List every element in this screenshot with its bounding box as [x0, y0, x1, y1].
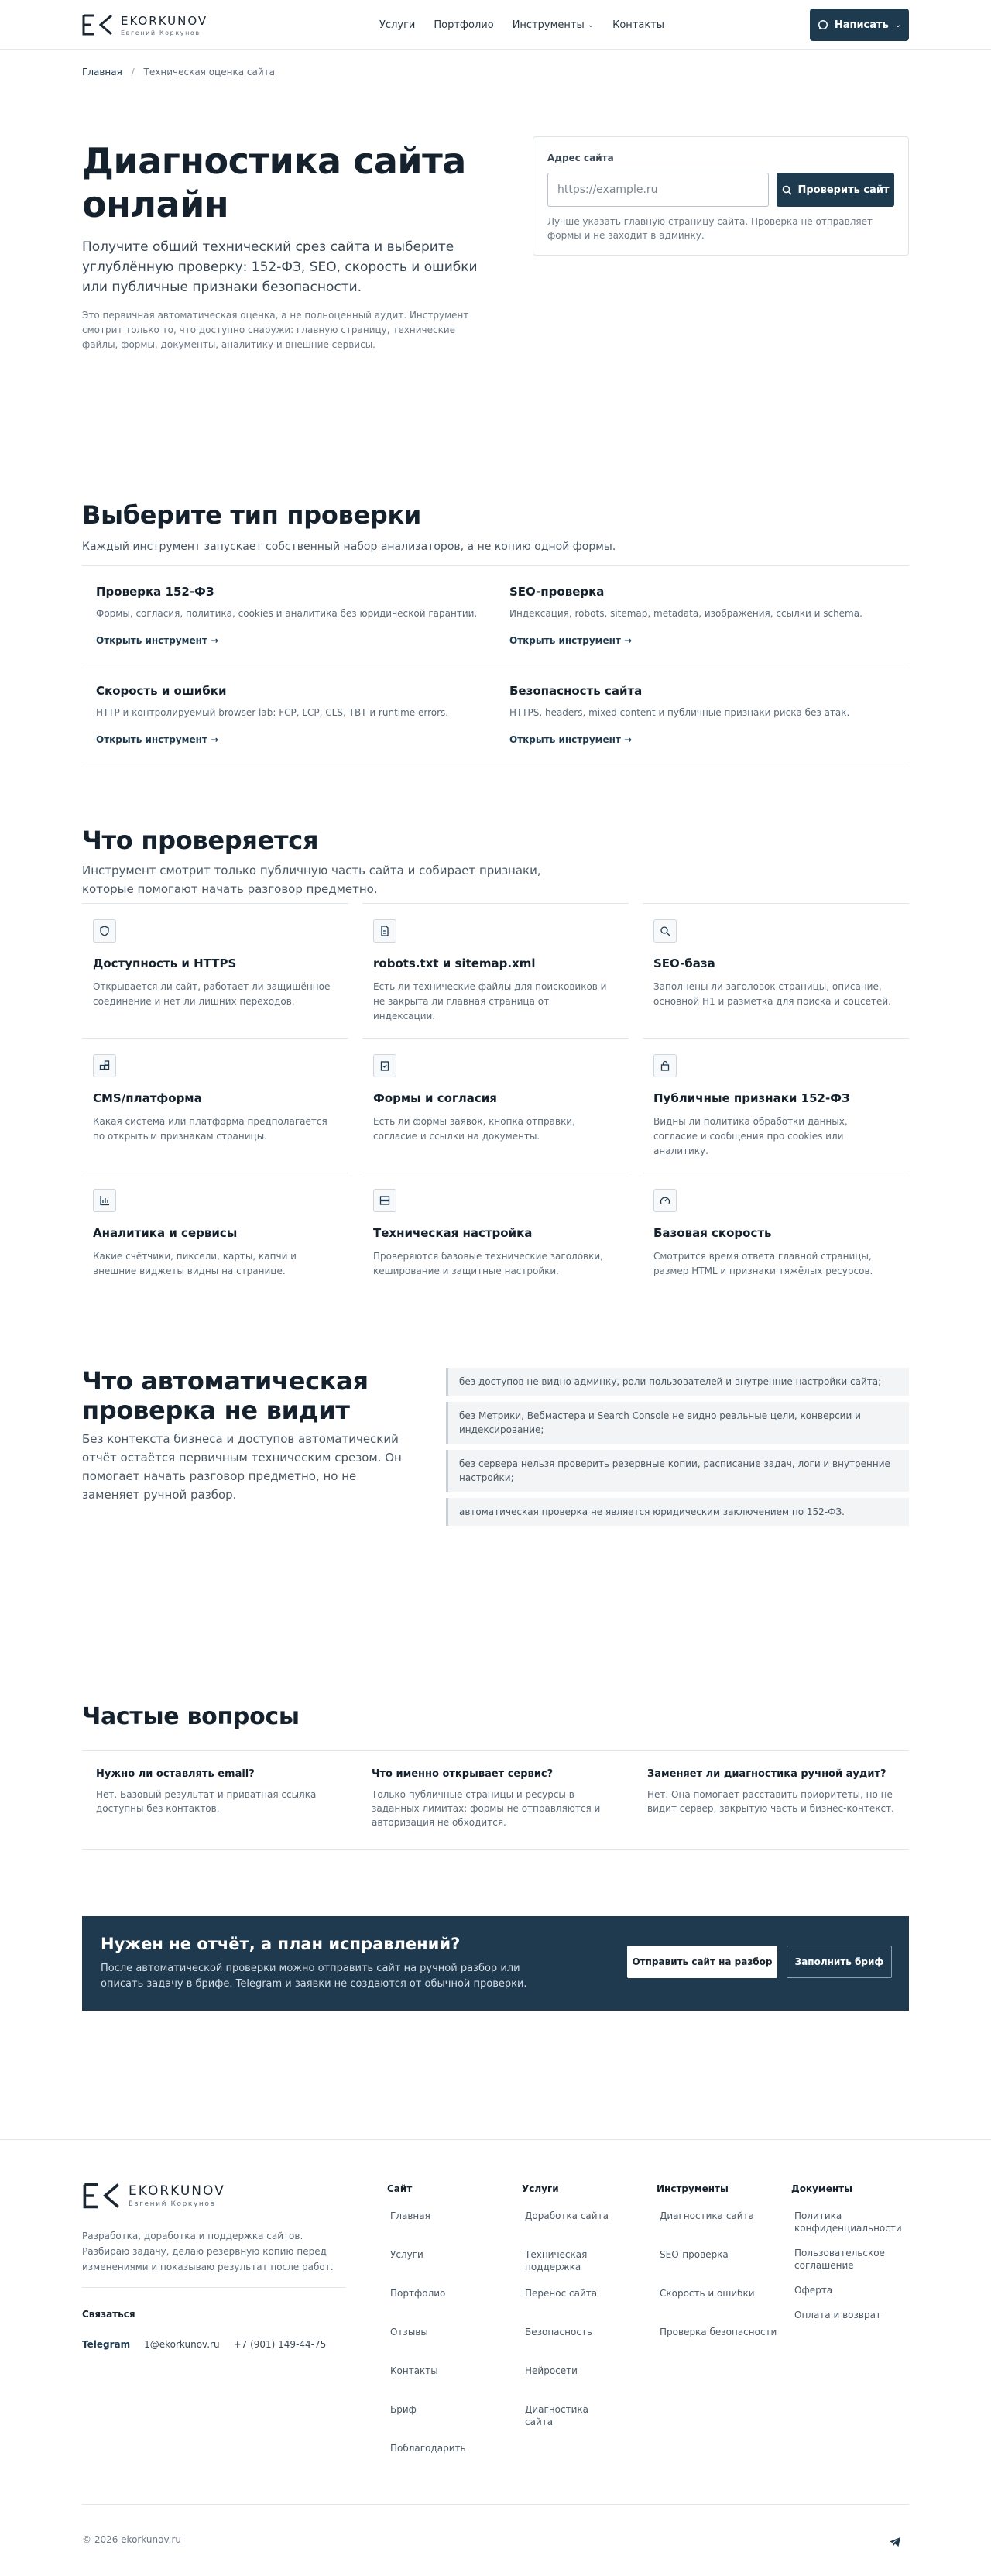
check-item-speed	[643, 1173, 909, 1307]
check-title: Доступность и HTTPS	[93, 957, 237, 970]
nav-tools-label: Инструменты	[512, 19, 585, 31]
faq-question: Заменяет ли диагностика ручной аудит?	[647, 1768, 886, 1780]
check-description: Заполнены ли заголовок страницы, описание, основной H1 и разметка для поиска и соцсетей.	[653, 981, 891, 1007]
footer-column-title: Документы	[791, 2183, 852, 2194]
check-item-tech	[362, 1173, 629, 1307]
search-icon	[782, 185, 792, 195]
contact-heading: Связаться	[82, 2309, 135, 2320]
tools-section	[82, 398, 909, 745]
site-header	[0, 0, 991, 50]
check-description: Есть ли формы заявок, кнопка отправки, согласие и ссылки на документы.	[373, 1116, 575, 1142]
limit-item: без доступов не видно админку, роли пользователей и внутренние настройки сайта;	[446, 1368, 909, 1396]
bar-chart-icon	[93, 1189, 116, 1212]
footer-column-site	[387, 2183, 503, 2481]
cta-title: Нужен не отчёт, а план исправлений?	[101, 1935, 461, 1953]
checks-section	[82, 692, 909, 1335]
footer-link[interactable]: Перенос сайта	[525, 2288, 598, 2299]
chevron-down-icon: ⌄	[587, 20, 595, 29]
check-title: robots.txt и sitemap.xml	[373, 957, 536, 970]
site-url-input[interactable]	[547, 173, 769, 207]
footer-column-tools	[657, 2183, 780, 2365]
checks-title: Что проверяется	[82, 826, 319, 855]
fill-brief-button[interactable]: Заполнить бриф	[787, 1946, 892, 1978]
check-item-robots	[362, 903, 629, 1038]
check-item-https	[82, 903, 348, 1038]
footer-link[interactable]: Проверка безопасности	[660, 2327, 777, 2337]
check-hint: Лучше указать главную страницу сайта. Проверка не отправляет формы и не заходит в админку.	[547, 216, 873, 241]
clipboard-check-icon	[373, 1054, 396, 1077]
breadcrumb-separator: /	[131, 67, 135, 77]
check-description: Видны ли политика обработки данных, согласие и сообщения про cookies или аналитику.	[653, 1116, 848, 1156]
check-item-152fz	[643, 1038, 909, 1173]
shield-icon	[93, 919, 116, 943]
faq-question: Нужно ли оставлять email?	[96, 1768, 255, 1780]
footer-column-services	[522, 2183, 615, 2454]
check-title: Базовая скорость	[653, 1226, 772, 1240]
faq-answer: Только публичные страницы и ресурсы в заданных лимитах; формы не отправляются и авторизация не обходится.	[372, 1789, 601, 1828]
breadcrumb-home[interactable]: Главная	[82, 67, 122, 77]
footer-link[interactable]: Техническая поддержка	[525, 2249, 588, 2272]
main-content	[82, 50, 909, 2094]
footer-description: Разработка, доработка и поддержка сайтов. Разбираю задачу, делаю резервную копию перед изменениями и показываю результат после работ.	[82, 2228, 345, 2288]
site-footer	[0, 2139, 991, 2576]
tool-card-152fz	[82, 566, 496, 665]
faq-answer: Нет. Она помогает расставить приоритеты, но не видит сервер, закрытую часть и бизнес-контекст.	[647, 1789, 894, 1814]
footer-column-title: Инструменты	[657, 2183, 729, 2194]
footer-link[interactable]: Безопасность	[525, 2327, 592, 2337]
check-item-forms	[362, 1038, 629, 1173]
footer-link[interactable]: Оплата и возврат	[794, 2310, 881, 2320]
footer-link[interactable]: Бриф	[390, 2404, 417, 2415]
faq-section	[82, 1676, 909, 1893]
check-site-button-label: Проверить сайт	[797, 184, 890, 196]
check-description: Смотрится время ответа главной страницы, размер HTML и признаки тяжёлых ресурсов.	[653, 1251, 873, 1276]
logo-name: EKORKUNOV	[121, 13, 208, 28]
check-title: Аналитика и сервисы	[93, 1226, 238, 1240]
nav-services[interactable]: Услуги	[379, 19, 416, 31]
telegram-link[interactable]: Telegram	[82, 2339, 131, 2350]
check-title: SEO-база	[653, 957, 715, 970]
hero-lead: Получите общий технический срез сайта и выберите углублённую проверку: 152-ФЗ, SEO, скорость и ошибки или публичные признаки безопасности.	[82, 239, 478, 295]
page-title: Диагностика сайта онлайн	[82, 140, 466, 225]
check-site-button[interactable]	[777, 173, 894, 207]
tool-description: Индексация, robots, sitemap, metadata, изображения, ссылки и schema.	[509, 608, 862, 619]
limits-section	[82, 1335, 909, 1676]
check-grid	[82, 903, 909, 1307]
check-description: Какая система или платформа предполагается по открытым признакам страницы.	[93, 1116, 327, 1142]
write-button[interactable]	[810, 9, 909, 41]
telegram-icon[interactable]	[889, 2536, 901, 2548]
faq-title: Частые вопросы	[82, 1703, 300, 1730]
check-title: Публичные признаки 152-ФЗ	[653, 1091, 850, 1105]
faq-answer: Нет. Базовый результат и приватная ссылка доступны без контактов.	[96, 1789, 317, 1814]
faq-item	[633, 1751, 909, 1849]
hero-section	[82, 50, 909, 398]
faq-question: Что именно открывает сервис?	[372, 1768, 554, 1780]
footer-link[interactable]: Услуги	[390, 2249, 423, 2260]
tool-description: HTTPS, headers, mixed content и публичные признаки риска без атак.	[509, 707, 850, 718]
check-item-cms	[82, 1038, 348, 1173]
check-description: Какие счётчики, пиксели, карты, капчи и внешние виджеты видны на странице.	[93, 1251, 297, 1276]
file-icon	[373, 919, 396, 943]
logo-mark-icon	[82, 2182, 121, 2210]
logo-subtitle: Евгений Коркунов	[129, 2200, 216, 2208]
contact-row	[82, 2339, 326, 2350]
send-for-review-button[interactable]: Отправить сайт на разбор	[627, 1946, 777, 1978]
footer-column-title: Сайт	[387, 2183, 413, 2194]
check-title: Формы и согласия	[373, 1091, 497, 1105]
footer-link[interactable]: Пользовательское соглашение	[794, 2248, 885, 2271]
limit-item: без Метрики, Вебмастера и Search Console не видно реальные цели, конверсии и индексирование;	[446, 1402, 909, 1444]
footer-link[interactable]: Диагностика сайта	[660, 2210, 754, 2221]
footer-link[interactable]: Отзывы	[390, 2327, 428, 2337]
footer-column-documents	[791, 2183, 907, 2334]
footer-link[interactable]: Поблагодарить	[390, 2443, 466, 2454]
tool-description: HTTP и контролируемый browser lab: FCP, LCP, CLS, TBT и runtime errors.	[96, 707, 449, 718]
check-title: Техническая настройка	[373, 1226, 533, 1240]
copyright: © 2026 ekorkunov.ru	[82, 2534, 182, 2545]
checks-subtitle: Инструмент смотрит только публичную часть сайта и собирает признаки, которые помогают начать разговор предметно.	[82, 864, 541, 896]
footer-link[interactable]: Доработка сайта	[525, 2210, 609, 2221]
check-item-seo	[643, 903, 909, 1038]
limit-list	[446, 1368, 909, 1532]
open-tool-link[interactable]: Открыть инструмент →	[509, 734, 633, 745]
footer-link[interactable]: Оферта	[794, 2285, 833, 2296]
tool-title: Безопасность сайта	[509, 684, 643, 698]
open-tool-link[interactable]: Открыть инструмент →	[96, 734, 219, 745]
logo-mark-icon	[82, 13, 113, 36]
check-description: Открывается ли сайт, работает ли защищённое соединение и нет ли лишних переходов.	[93, 981, 331, 1007]
nav-contacts[interactable]: Контакты	[612, 19, 665, 31]
tools-title: Выберите тип проверки	[82, 500, 422, 530]
tool-card-seo	[496, 566, 909, 665]
server-icon	[373, 1189, 396, 1212]
nav-portfolio[interactable]: Портфолио	[434, 19, 494, 31]
check-item-analytics	[82, 1173, 348, 1307]
footer-link[interactable]: Скорость и ошибки	[660, 2288, 755, 2299]
chat-bubble-icon	[818, 19, 828, 30]
site-address-label: Адрес сайта	[547, 153, 614, 163]
cta-text: После автоматической проверки можно отправить сайт на ручной разбор или описать задачу в брифе. Telegram и заявки не создаются от обычной проверки.	[101, 1963, 527, 1990]
limit-item: автоматическая проверка не является юридическим заключением по 152-ФЗ.	[446, 1498, 909, 1526]
phone-link[interactable]: +7 (901) 149-44-75	[233, 2339, 327, 2350]
search-icon	[653, 919, 677, 943]
faq-grid	[82, 1750, 909, 1850]
footer-link[interactable]: Портфолио	[390, 2288, 446, 2299]
footer-link[interactable]: Контакты	[390, 2365, 438, 2376]
logo[interactable]	[82, 13, 207, 36]
limits-subtitle: Без контекста бизнеса и доступов автоматический отчёт остаётся первичным техническим срезом. Он помогает начать разговор предметно, но не заменяет ручной разбор.	[82, 1432, 402, 1502]
site-check-form	[533, 136, 909, 256]
check-description: Есть ли технические файлы для поисковиков и не закрыта ли главная страница от индексации.	[373, 981, 607, 1022]
footer-link[interactable]: Политика конфиденциальности	[794, 2210, 902, 2234]
cta-section	[82, 1893, 909, 2094]
tool-title: Скорость и ошибки	[96, 684, 227, 698]
gauge-icon	[653, 1189, 677, 1212]
tools-subtitle: Каждый инструмент запускает собственный набор анализаторов, а не копию одной формы.	[82, 541, 616, 553]
lock-icon	[653, 1054, 677, 1077]
cta-banner	[82, 1916, 909, 2011]
blocks-icon	[93, 1054, 116, 1077]
chevron-down-icon: ⌄	[894, 20, 902, 29]
nav-tools[interactable]	[513, 19, 594, 31]
footer-link[interactable]: Главная	[390, 2210, 430, 2221]
tool-description: Формы, согласия, политика, cookies и аналитика без юридической гарантии.	[96, 608, 478, 619]
footer-column-title: Услуги	[522, 2183, 559, 2194]
logo-name: EKORKUNOV	[129, 2183, 225, 2199]
limit-item: без сервера нельзя проверить резервные копии, расписание задач, логи и внутренние настройки;	[446, 1450, 909, 1492]
breadcrumb-current: Техническая оценка сайта	[143, 67, 275, 77]
check-description: Проверяются базовые технические заголовки, кеширование и защитные настройки.	[373, 1251, 603, 1276]
footer-link[interactable]: Диагностика сайта	[525, 2404, 589, 2427]
faq-item	[82, 1751, 358, 1849]
footer-link[interactable]: SEO-проверка	[660, 2249, 729, 2260]
logo-subtitle: Евгений Коркунов	[121, 29, 201, 36]
footer-bottom	[82, 2504, 909, 2545]
faq-item	[358, 1751, 633, 1849]
tool-title: SEO-проверка	[509, 585, 605, 599]
main-nav	[379, 0, 683, 50]
limits-title: Что автоматическая проверка не видит	[82, 1366, 369, 1425]
footer-logo[interactable]	[82, 2182, 225, 2210]
email-link[interactable]: 1@ekorkunov.ru	[144, 2339, 220, 2350]
tool-title: Проверка 152-ФЗ	[96, 585, 214, 599]
hero-note: Это первичная автоматическая оценка, а не полноценный аудит. Инструмент смотрит только то, что доступно снаружи: главную страницу, технические файлы, формы, документы, аналитику и внешние сервисы.	[82, 310, 469, 350]
open-tool-link[interactable]: Открыть инструмент →	[509, 635, 633, 646]
open-tool-link[interactable]: Открыть инструмент →	[96, 635, 219, 646]
check-title: CMS/платформа	[93, 1091, 202, 1105]
write-button-label: Написать	[834, 19, 889, 31]
footer-link[interactable]: Нейросети	[525, 2365, 578, 2376]
